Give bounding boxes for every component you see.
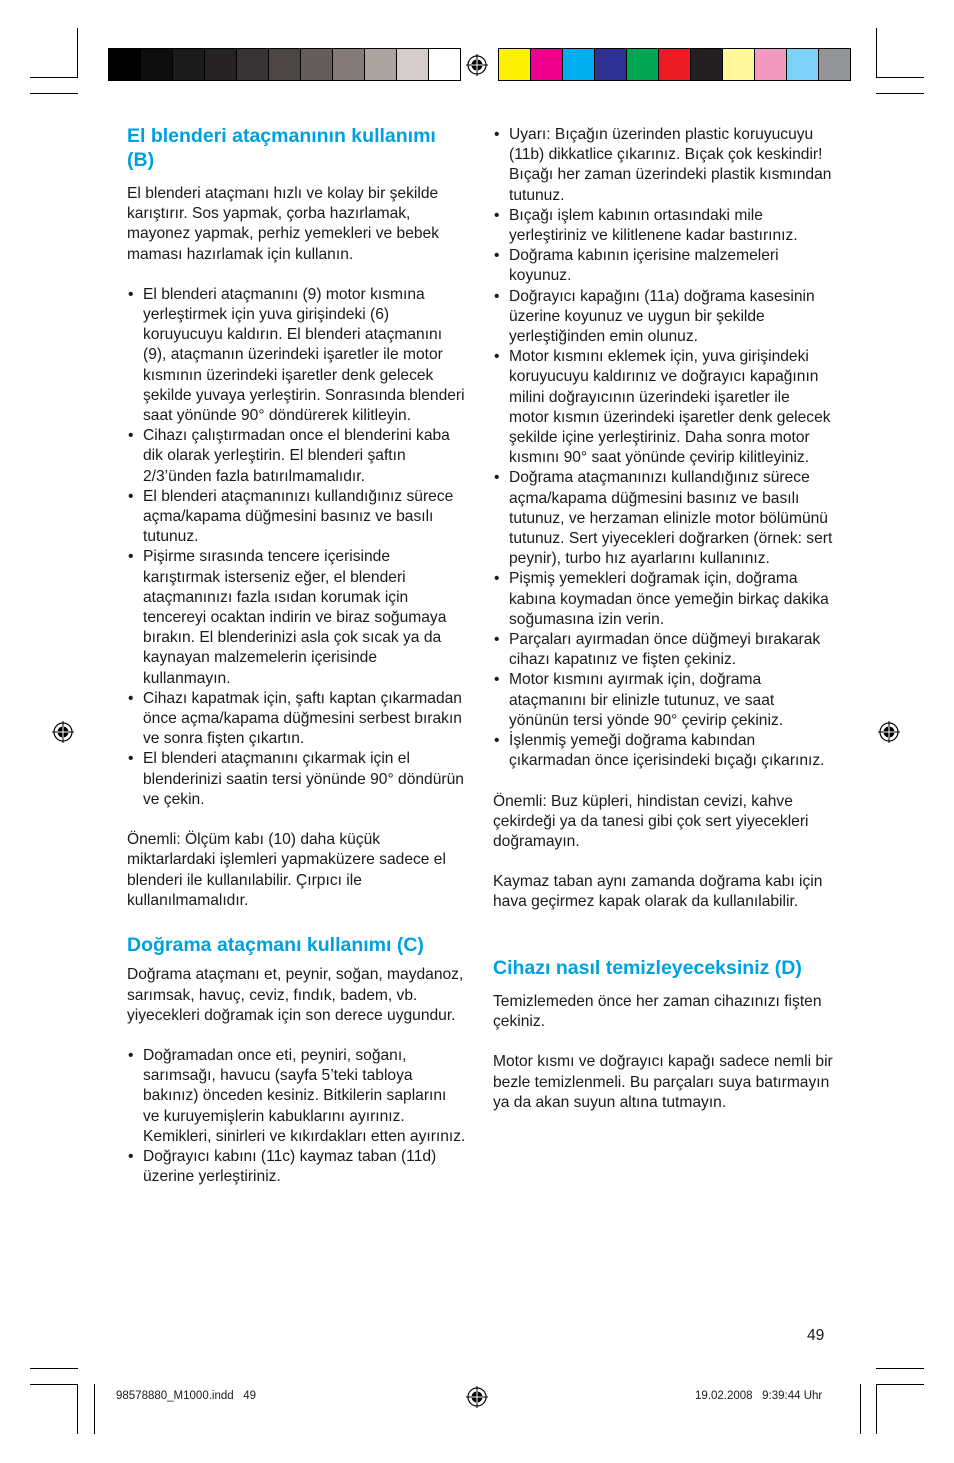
section-c-list-continued: [493, 125, 833, 772]
crop-mark: [30, 1384, 78, 1385]
crop-mark: [77, 28, 78, 78]
section-c-list: [127, 1046, 467, 1187]
color-swatch: [172, 48, 205, 81]
list-item: • Doğramadan once eti, peyniri, soğanı, sarımsağı, havucu (sayfa 5’teki tabloya bakınız) önceden kesiniz. Bitkilerin saplarını ve kuruyemişlerin kabuklarını ayırınız. Kemikleri, sinirleri ve kıkırdakları etten ayırınız.: [127, 1046, 467, 1147]
crop-mark: [30, 93, 78, 94]
footer-file: 98578880_M1000.indd 49: [116, 1390, 257, 1402]
list-item: • Motor kısmını eklemek için, yuva girişindeki koruyucuyu kaldırınız ve doğrayıcı kapağının milini doğrayıcının üzerindeki işaretler ile motor kısmın üzerindeki işaretler denk gelecek şekilde içine yerleştiriniz. Daha sonra motor kısmını 90° saat yönünde çevirip kilitleyiniz.: [493, 347, 833, 468]
list-item: • Cihazı kapatmak için, şaftı kaptan çıkarmadan önce açma/kapama düğmesini serbest bırakın ve sonra fişten çıkartın.: [127, 689, 467, 750]
crop-mark: [876, 77, 924, 78]
color-swatch: [108, 48, 141, 81]
list-item: • Cihazı çalıştırmadan once el blenderini kaba dik olarak yerleştirin. El blenderi şaftın 2/3’ünden fazla batırılmamalıdır.: [127, 426, 467, 487]
color-swatch: [396, 48, 429, 81]
registration-mark-icon: [52, 721, 74, 743]
list-item: • İşlenmiş yemeği doğrama kabından çıkarmadan önce içerisindeki bıçağı çıkarınız.: [493, 731, 833, 771]
footer-timestamp: 19.02.2008 9:39:44 Uhr: [695, 1390, 823, 1402]
section-c-intro: Doğrama ataçmanı et, peynir, soğan, maydanoz, sarımsak, havuç, ceviz, fındık, badem, vb. yiyecekleri doğramak için son derece uygundur.: [127, 966, 464, 1024]
list-item: • Doğrayıcı kabını (11c) kaymaz taban (11d) üzerine yerleştiriniz.: [127, 1147, 467, 1187]
color-swatch: [140, 48, 173, 81]
color-swatch: [236, 48, 269, 81]
crop-mark: [30, 1368, 78, 1369]
process-color-bar: [498, 48, 850, 81]
list-item: • Motor kısmını ayırmak için, doğrama ataçmanını bir elinizle tutunuz, ve saat yönünün tersi yönde 90° çevirip çekiniz.: [493, 670, 833, 731]
list-item: • El blenderi ataçmanınızı kullandığınız sürece açma/kapama düğmesini basınız ve basılı tutunuz.: [127, 487, 467, 548]
section-d-p2: Motor kısmı ve doğrayıcı kapağı sadece nemli bir bezle temizlenmeli. Bu parçaları suya batırmayın ya da akan suyun altına tutmayın.: [493, 1053, 833, 1111]
crop-mark: [860, 1384, 861, 1434]
color-swatch: [818, 48, 851, 81]
crop-mark: [94, 1384, 95, 1434]
color-swatch: [268, 48, 301, 81]
section-b-list: [127, 285, 467, 810]
crop-mark: [876, 1384, 877, 1434]
list-item: • El blenderi ataçmanını (9) motor kısmına yerleştirmek için yuva girişindeki (6) koruyucuyu kaldırın. El blenderi ataçmanını (9), ataçmanın üzerindeki işaretler ile motor kısmının üzerindeki işaretler denk gelecek şekilde yuvaya yerleştirin. Sonrasında blenderi saat yönünde 90° döndürerek kilitleyin.: [127, 285, 467, 426]
list-item: • Parçaları ayırmadan önce düğmeyi bırakarak cihazı kapatınız ve fişten çekiniz.: [493, 630, 833, 670]
list-item: • Doğrama kabının içerisine malzemeleri koyunuz.: [493, 246, 833, 286]
list-item: • Uyarı: Bıçağın üzerinden plastic koruyucuyu (11b) dikkatlice çıkarınız. Bıçak çok keskindir! Bıçağı her zaman üzerindeki plastik kısmından tutunuz.: [493, 125, 833, 206]
section-b-title: El blenderi ataçmanının kullanımı (B): [127, 125, 436, 171]
color-swatch: [300, 48, 333, 81]
list-item: • Pişirme sırasında tencere içerisinde karıştırmak isterseniz eğer, el blenderi ataçmanınızı fazla ısıdan korumak için tencereyi ocaktan indirin ve biraz soğumaya bırakın. El blenderinizi asla çok sıcak ya da kaynayan malzemelerin içerisinde kullanmayın.: [127, 547, 467, 688]
crop-mark: [876, 1368, 924, 1369]
section-b-note: Önemli: Ölçüm kabı (10) daha küçük miktarlardaki işlemleri yapmaküzere sadece el blenderi ile kullanılabilir. Çırpıcı ile kullanılmamalıdır.: [127, 831, 446, 909]
list-item: • Doğrayıcı kapağını (11a) doğrama kasesinin üzerine koyunuz ve uygun bir şekilde yerleştiğinden emin olunuz.: [493, 287, 833, 348]
color-swatch: [754, 48, 787, 81]
color-swatch: [530, 48, 563, 81]
registration-mark-icon: [466, 54, 488, 76]
right-column: [493, 125, 833, 1113]
color-swatch: [332, 48, 365, 81]
registration-mark-icon: [466, 1386, 488, 1408]
color-swatch: [364, 48, 397, 81]
color-swatch: [498, 48, 531, 81]
color-swatch: [428, 48, 461, 81]
list-item: • El blenderi ataçmanını çıkarmak için el blenderinizi saatin tersi yönünde 90° döndürün ve çekin.: [127, 749, 467, 810]
section-d-title: Cihazı nasıl temizleyeceksiniz (D): [493, 956, 802, 979]
section-c-note-2: Kaymaz taban aynı zamanda doğrama kabı için hava geçirmez kapak olarak da kullanılabilir.: [493, 873, 823, 911]
list-item: • Doğrama ataçmanınızı kullandığınız sürece açma/kapama düğmesini basınız ve basılı tutunuz, ve herzaman elinizle motor bölümünü tutunuz. Sert yiyecekleri doğrarken (örnek: sert peynir), turbo hız ayarlarını kullanınız.: [493, 468, 833, 569]
section-c-title: Doğrama ataçmanı kullanımı (C): [127, 933, 424, 956]
list-item: • Bıçağı işlem kabının ortasındaki mile yerleştiriniz ve kilitlenene kadar bastırınız.: [493, 206, 833, 246]
crop-mark: [876, 1384, 924, 1385]
color-swatch: [626, 48, 659, 81]
grayscale-color-bar: [108, 48, 460, 81]
crop-mark: [876, 93, 924, 94]
crop-mark: [876, 28, 877, 78]
left-column: [127, 125, 467, 1187]
page-number: 49: [807, 1327, 825, 1344]
list-item: • Pişmiş yemekleri doğramak için, doğrama kabına koymadan önce yemeğin birkaç dakika soğumasına izin verin.: [493, 569, 833, 630]
color-swatch: [562, 48, 595, 81]
crop-mark: [77, 1384, 78, 1434]
section-c-note: Önemli: Buz küpleri, hindistan cevizi, kahve çekirdeği ya da tanesi gibi çok sert yiyecekleri doğramayın.: [493, 792, 809, 850]
color-swatch: [594, 48, 627, 81]
color-swatch: [722, 48, 755, 81]
color-swatch: [786, 48, 819, 81]
color-swatch: [690, 48, 723, 81]
section-b-intro: El blenderi ataçmanı hızlı ve kolay bir şekilde karıştırır. Sos yapmak, çorba hazırlamak, mayonez yapmak, perhiz yemekleri ve bebek maması hazırlamak için kullanın.: [127, 185, 440, 263]
color-swatch: [658, 48, 691, 81]
section-d-p1: Temizlemeden önce her zaman cihazınızı fişten çekiniz.: [493, 993, 822, 1031]
crop-mark: [30, 77, 78, 78]
color-swatch: [204, 48, 237, 81]
registration-mark-icon: [878, 721, 900, 743]
